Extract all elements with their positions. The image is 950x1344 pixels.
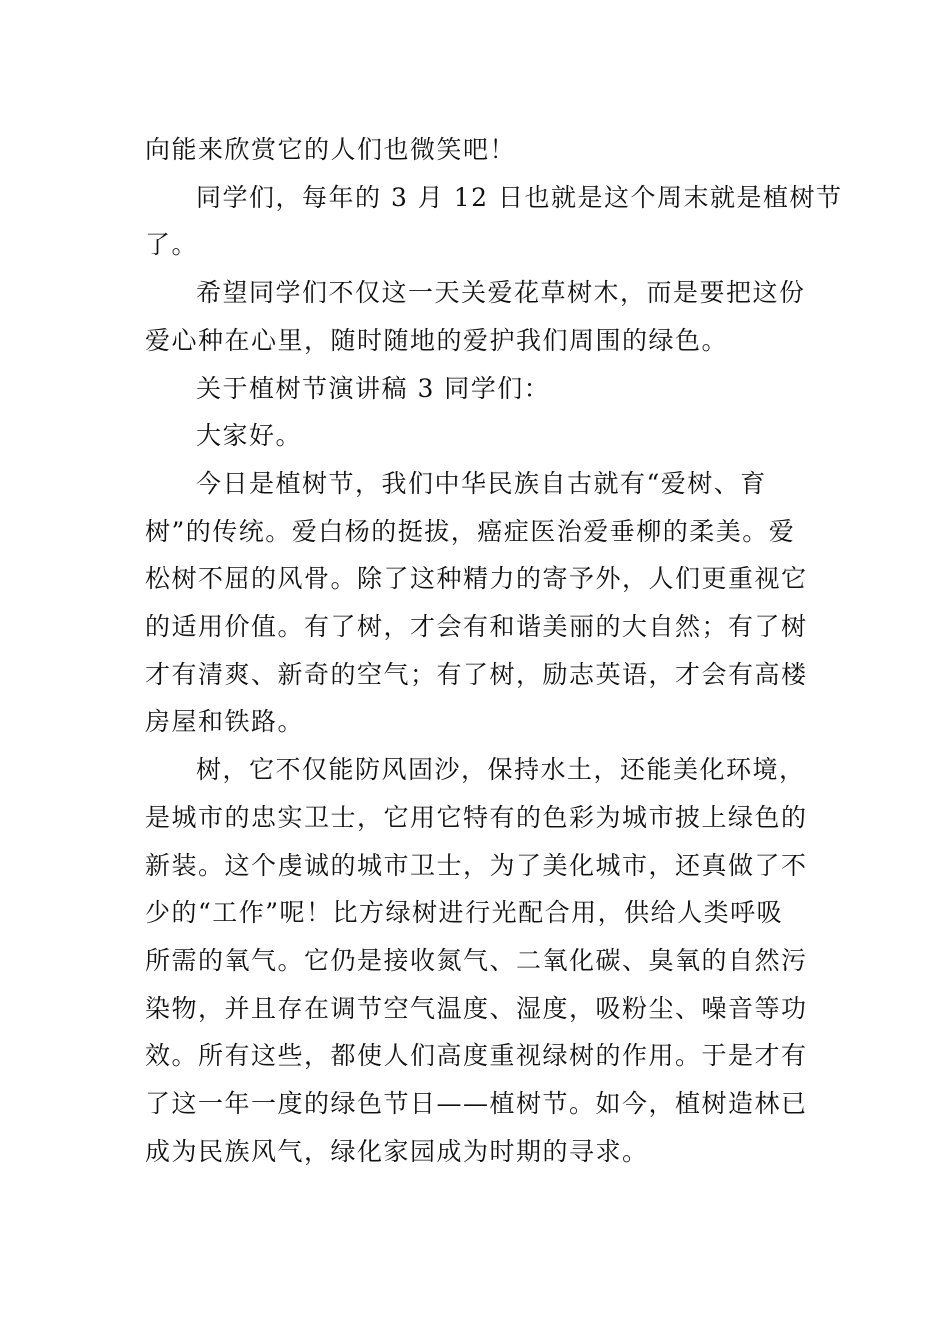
text-line: 染物，并且存在调节空气温度、湿度，吸粉尘、噪音等功 [145,993,808,1023]
text-line: 所需的氧气。它仍是接收氮气、二氧化碳、臭氧的自然污 [145,945,808,975]
text-line: 新装。这个虔诚的城市卫士，为了美化城市，还真做了不 [145,850,808,880]
text-line: 的适用价值。有了树，才会有和谐美丽的大自然；有了树 [145,612,808,642]
text-line: 树”的传统。爱白杨的挺拔，癌症医治爱垂柳的柔美。爱 [145,516,796,546]
paragraph-closing-line [145,126,809,174]
text-line: 房屋和铁路。 [145,707,305,737]
paragraph-tree-benefits [145,746,809,1175]
paragraph-speech-heading [145,365,809,413]
text-line: 希望同学们不仅这一天关爱花草树木，而是要把这份 [196,278,806,308]
paragraph-tradition [145,460,809,746]
text-line: 树，它不仅能防风固沙，保持水土，还能美化环境， [196,755,806,785]
text-line: 少的“工作”呢！比方绿树进行光配合用，供给人类呼吸 [145,898,784,928]
text-line: 松树不屈的风骨。除了这种精力的寄予外，人们更重视它 [145,564,808,594]
text-line: 大家好。 [196,421,303,451]
text-line: 了。 [145,230,199,260]
text-line: 同学们，每年的 3 月 12 日也就是这个周末就是植树节 [196,182,843,212]
text-line: 爱心种在心里，随时随地的爱护我们周围的绿色。 [145,325,729,355]
text-line: 今日是植树节，我们中华民族自古就有“爱树、育 [196,468,767,498]
text-line: 是城市的忠实卫士，它用它特有的色彩为城市披上绿色的 [145,802,808,832]
text-line: 效。所有这些，都使人们高度重视绿树的作用。于是才有 [145,1041,808,1071]
text-line: 了这一年一度的绿色节日——植树节。如今，植树造林已 [145,1089,808,1119]
paragraph-greeting [145,412,809,460]
text-line: 才有清爽、新奇的空气；有了树，励志英语，才会有高楼 [145,659,808,689]
document-body [145,126,843,1175]
paragraph-hope [145,269,809,364]
paragraph-arbor-day-date [145,174,843,269]
text-line: 向能来欣赏它的人们也微笑吧！ [145,135,517,164]
text-line: 关于植树节演讲稿 3 同学们： [196,373,551,403]
text-line: 成为民族风气，绿化家园成为时期的寻求。 [145,1136,649,1166]
